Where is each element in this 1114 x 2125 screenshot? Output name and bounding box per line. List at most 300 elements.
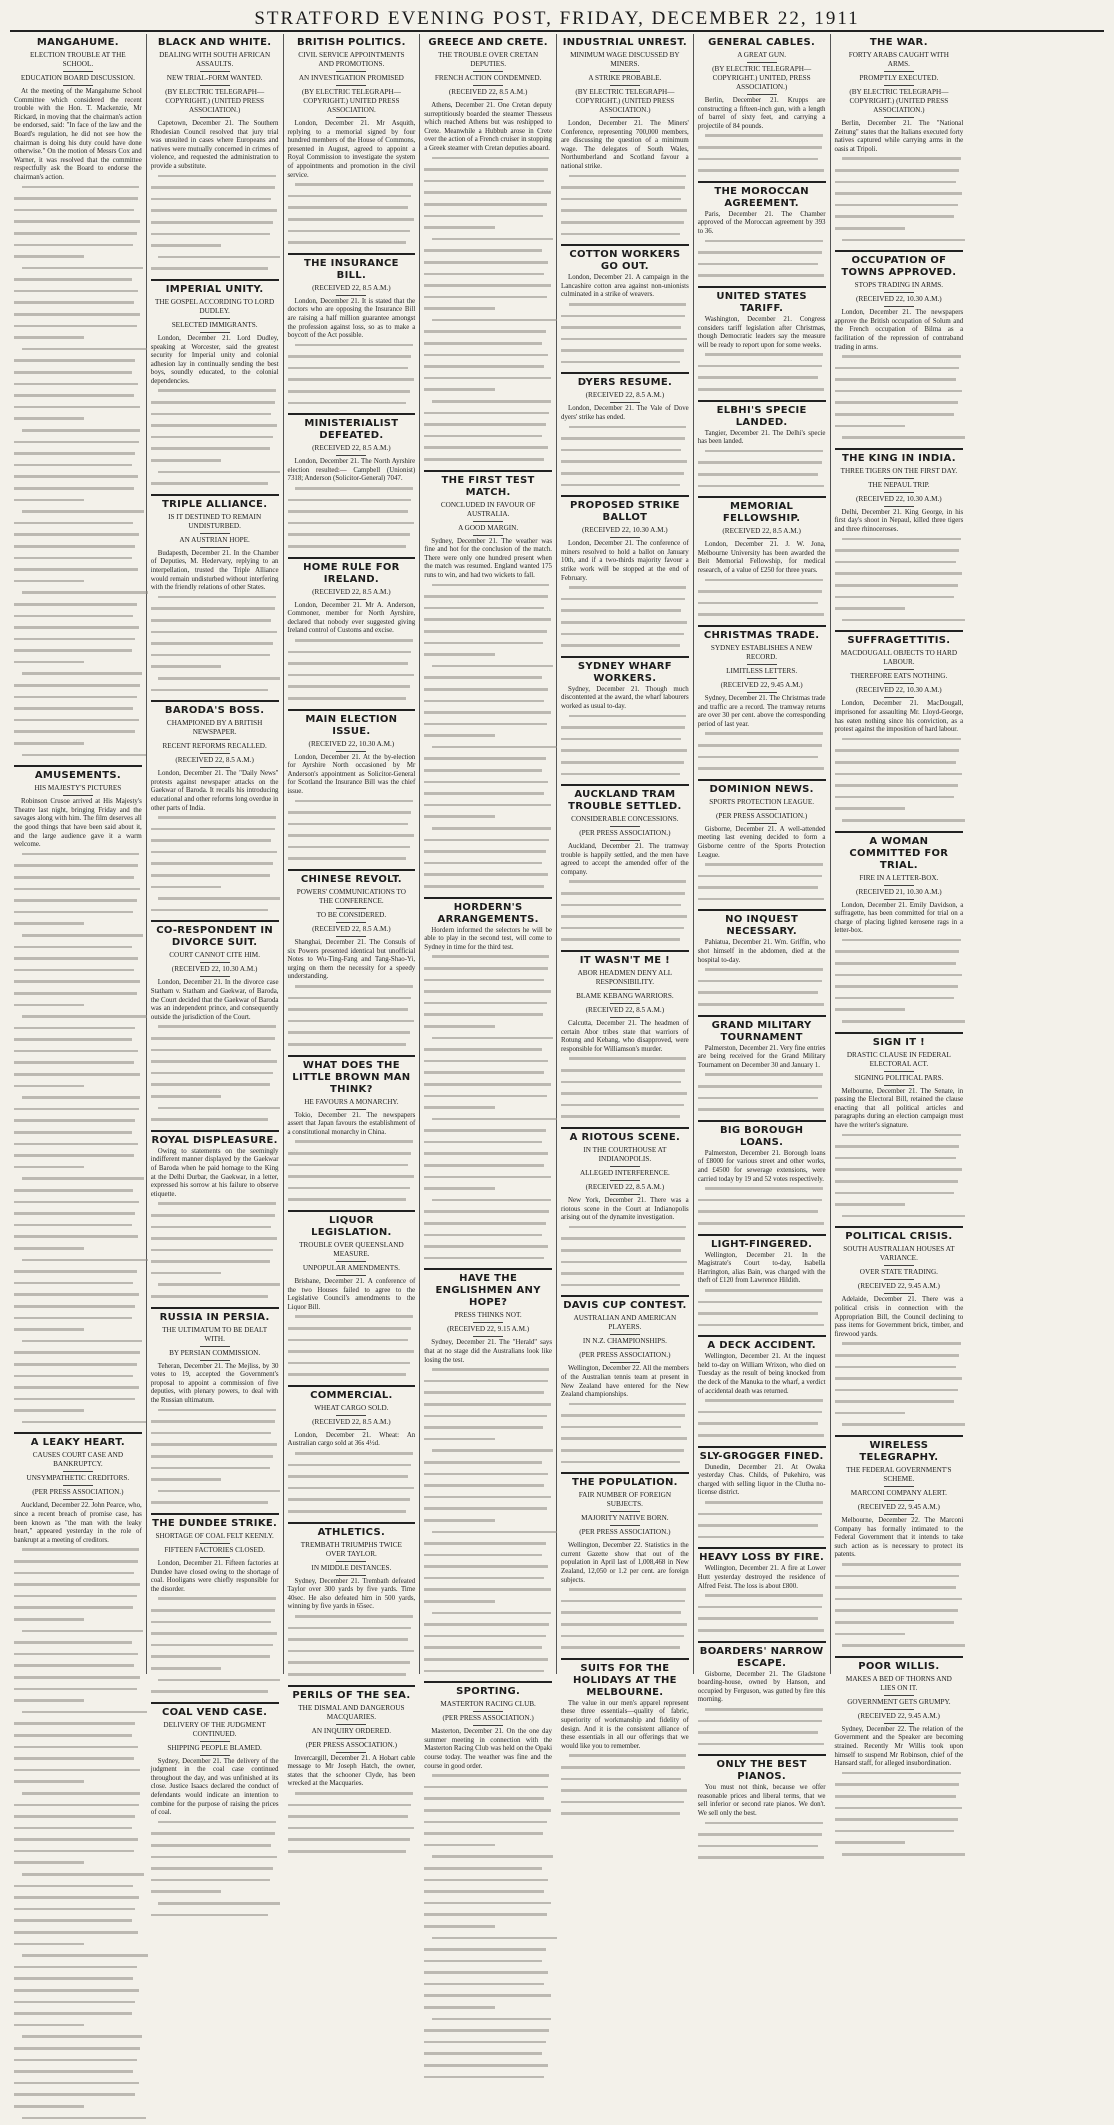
- article-headline: A RIOTOUS SCENE.: [561, 1127, 689, 1144]
- article: [151, 494, 279, 697]
- text-continuation: [151, 389, 279, 490]
- article: [698, 1120, 826, 1231]
- article-subheading: (RECEIVED 22, 8.5 A.M.): [428, 88, 548, 100]
- text-continuation: [288, 1315, 416, 1382]
- text-continuation: [288, 1792, 416, 1859]
- article: [698, 181, 826, 283]
- article-subheading: SIGNING POLITICAL PARS.: [839, 1074, 960, 1086]
- article: [561, 784, 689, 947]
- columns: [10, 34, 1104, 1818]
- text-continuation: [698, 1594, 826, 1637]
- article: [698, 37, 826, 178]
- article-subheading: AN AUSTRIAN HOPE.: [155, 536, 275, 548]
- article-headline: THE DUNDEE STRIKE.: [151, 1513, 279, 1530]
- article: [698, 1015, 826, 1117]
- text-continuation: [561, 715, 689, 782]
- text-continuation: [151, 1821, 279, 1922]
- column-6: [694, 34, 831, 1818]
- article-subheading: THREE TIGERS ON THE FIRST DAY.: [839, 467, 960, 479]
- article-body: You must not think, because we offer reasonable prices and liberal terms, that we sell inferior or second rate pianos. We don't. We sell only the best.: [697, 1784, 826, 1818]
- article-headline: AUCKLAND TRAM TROUBLE SETTLED.: [561, 784, 689, 813]
- text-continuation: [424, 157, 552, 467]
- article-body: Berlin, December 21. The "National Zeitung" states that the Italians executed forty natives captured while carrying arms in the oasis at Tripoli.: [834, 120, 964, 153]
- article-subheading: (PER PRESS ASSOCIATION.): [292, 1741, 412, 1753]
- article-subheading: (RECEIVED 22, 10.30 A.M.): [839, 686, 960, 698]
- text-continuation: [698, 1187, 826, 1230]
- article-body: Athens, December 21. One Cretan deputy surreptitiously boarded the steamer Thesseus which reached Athens but was reshipped to Crete. Meanwhile a Hubbub arose in Crete over the action of a French cruiser in stopping a Greek steamer with Cretan deputies aboard.: [424, 102, 552, 152]
- text-continuation: [151, 596, 279, 697]
- text-continuation: [288, 1452, 416, 1519]
- article: [698, 1547, 826, 1637]
- text-continuation: [288, 800, 416, 867]
- article-subheading: THE DISMAL AND DANGEROUS MACQUARIES.: [292, 1704, 412, 1725]
- text-continuation: [698, 1399, 826, 1442]
- text-continuation: [561, 1226, 689, 1293]
- article-body: The value in our men's apparel represent these three essentials—quality of fabric, superiority of workmanship and fidelity of design. And it is the consistent alliance of these essentials in all our offerings that we would like you to remember.: [561, 1699, 689, 1750]
- article-subheading: THE FEDERAL GOVERNMENT'S SCHEME.: [839, 1466, 960, 1487]
- article: [835, 1656, 964, 1862]
- article-subheading: AN INVESTIGATION PROMISED: [292, 74, 412, 86]
- article-headline: MEMORIAL FELLOWSHIP.: [698, 496, 826, 525]
- text-continuation: [424, 1774, 552, 2084]
- article: [424, 897, 552, 1266]
- article-subheading: AUSTRALIAN AND AMERICAN PLAYERS.: [565, 1314, 685, 1335]
- article: [288, 413, 416, 553]
- article-body: London, December 21. The "Daily News" protests against newspaper attacks on the Gaekwar of Baroda. It recalls his introducing educational and other reforms long overdue in other parts of India.: [150, 770, 279, 812]
- article-subheading: (RECEIVED 22, 8.5 A.M.): [565, 391, 685, 403]
- text-continuation: [561, 426, 689, 493]
- article-body: Sydney, December 21. The "Herald" says that at no stage did the Australians look like losing the test.: [424, 1339, 552, 1364]
- article-body: Sydney, December 21. The delivery of the judgment in the coal case continued throughout the day, and was unfinished at its close. Justice Isaacs declared the conduct of defendants would indicate an intention to combine for the purpose of raising the prices of coal.: [150, 1757, 279, 1817]
- article-subheading: CONSIDERABLE CONCESSIONS.: [565, 815, 685, 827]
- text-continuation: [288, 183, 416, 250]
- article-subheading: SELECTED IMMIGRANTS.: [155, 321, 275, 333]
- article-body: London, December 21. Lord Dudley, speaking at Worcester, said the greatest security for Imperial unity and colonial adhesion lay in continually sending the best boys, soundly educated, to the colonial dependencies.: [150, 334, 279, 385]
- article-subheading: IN THE COURTHOUSE AT INDIANOPOLIS.: [565, 1146, 685, 1167]
- article-body: Auckland, December 21. The tramway trouble is happily settled, and the men have agreed to accept the amended offer of the company.: [561, 843, 689, 876]
- article-headline: THE KING IN INDIA.: [835, 448, 964, 465]
- article-subheading: THE NEPAUL TRIP.: [839, 481, 960, 493]
- article-body: Berlin, December 21. Krupps are constructing a fifteen-inch gun, with a length of barrel of sixty feet, and carrying a projectile of 84 pounds.: [697, 97, 826, 130]
- article-subheading: FORTY ARABS CAUGHT WITH ARMS.: [839, 51, 960, 72]
- article-body: Budapesth, December 21. In the Chamber of Deputies, M. Hedervary, replying to an interpellation, trusted the Triple Alliance would remain undisturbed without interfering with the friendly relations of other States.: [150, 549, 279, 592]
- article-headline: PROPOSED STRIKE BALLOT: [561, 495, 689, 524]
- article-subheading: (RECEIVED 22, 10.30 A.M.): [155, 965, 275, 977]
- article-headline: DYERS RESUME.: [561, 372, 689, 389]
- article-body: New York, December 21. There was a riotous scene in the Court at Indianopolis arising out of the dynamite investigation.: [561, 1196, 689, 1222]
- article-subheading: (PER PRESS ASSOCIATION.): [565, 1528, 685, 1540]
- article-headline: SPORTING.: [424, 1681, 552, 1698]
- text-continuation: [288, 1140, 416, 1207]
- article-subheading: A GOOD MARGIN.: [428, 524, 548, 536]
- article-body: Wellington, December 21. A fire at Lower Hutt yesterday destroyed the residence of Alfred Feist. The loss is about £800.: [697, 1565, 826, 1590]
- text-continuation: [151, 175, 279, 276]
- article-subheading: (BY ELECTRIC TELEGRAPH—COPYRIGHT.) (UNITED PRESS ASSOCIATION.): [565, 88, 685, 118]
- article: [835, 1032, 964, 1224]
- article-subheading: MAKES A BED OF THORNS AND LIES ON IT.: [839, 1675, 960, 1696]
- article-subheading: (RECEIVED 22, 8.5 A.M.): [292, 444, 412, 456]
- article-subheading: PRESS THINKS NOT.: [428, 1311, 548, 1323]
- article-headline: ELBHI'S SPECIE LANDED.: [698, 400, 826, 429]
- article: [288, 1210, 416, 1382]
- text-continuation: [424, 955, 552, 1265]
- article: [561, 495, 689, 653]
- article-headline: INDUSTRIAL UNREST.: [562, 37, 688, 48]
- article-subheading: (BY ELECTRIC TELEGRAPH—COPYRIGHT.) (UNITED PRESS ASSOCIATION.): [155, 88, 275, 118]
- article-body: London, December 21. Mr Asquith, replying to a memorial signed by four hundred members of the House of Commons, presented in August, agreed to appoint a Royal Commission to investigate the system of appointments and promotion in the civil service.: [287, 120, 416, 179]
- article: [835, 250, 964, 445]
- article-subheading: MARCONI COMPANY ALERT.: [839, 1489, 960, 1501]
- article-headline: COMMERCIAL.: [288, 1385, 416, 1402]
- article-subheading: FRENCH ACTION CONDEMNED.: [428, 74, 548, 86]
- article-subheading: BLAME KEBANG WARRIORS.: [565, 992, 685, 1004]
- article-subheading: BY PERSIAN COMMISSION.: [155, 1349, 275, 1361]
- article-headline: IT WASN'T ME !: [561, 950, 689, 967]
- article: [835, 37, 964, 247]
- article: [14, 1432, 142, 2125]
- text-continuation: [561, 1403, 689, 1470]
- article-headline: GENERAL CABLES.: [708, 37, 816, 48]
- text-continuation: [561, 586, 689, 653]
- article-headline: MINISTERIALIST DEFEATED.: [288, 413, 416, 442]
- article-subheading: NEW TRIAL-FORM WANTED.: [155, 74, 275, 86]
- article-subheading: HE FAVOURS A MONARCHY.: [292, 1098, 412, 1110]
- article-body: Sydney, December 21. The Christmas trade and traffic are a record. The tramway returns are over 30 per cent. above the corresponding period of last year.: [697, 694, 826, 728]
- article: [698, 496, 826, 622]
- text-continuation: [835, 538, 964, 628]
- article-subheading: (PER PRESS ASSOCIATION.): [565, 829, 685, 841]
- text-continuation: [698, 240, 826, 283]
- text-continuation: [151, 1025, 279, 1126]
- article: [698, 1335, 826, 1442]
- article: [288, 1385, 416, 1519]
- article-subheading: PROMPTLY EXECUTED.: [839, 74, 960, 86]
- article-body: London, December 21. The Vale of Dove dyers' strike has ended.: [561, 405, 689, 422]
- text-continuation: [835, 1563, 964, 1653]
- article-body: London, December 21. The North Ayrshire election resulted:— Campbell (Unionist) 7318; Anderson (Solicitor-General) 7047.: [287, 458, 416, 483]
- article-subheading: DRASTIC CLAUSE IN FEDERAL ELECTORAL ACT.: [839, 1051, 960, 1072]
- article-headline: COAL VEND CASE.: [151, 1702, 279, 1719]
- article-subheading: (RECEIVED 22, 10.30 A.M.): [839, 495, 960, 507]
- article-subheading: FIRE IN A LETTER-BOX.: [839, 874, 960, 886]
- article-headline: GRAND MILITARY TOURNAMENT: [698, 1015, 826, 1044]
- article-headline: SUITS FOR THE HOLIDAYS AT THE MELBOURNE.: [561, 1658, 689, 1699]
- article-subheading: (PER PRESS ASSOCIATION.): [18, 1488, 138, 1500]
- article: [561, 1295, 689, 1469]
- article-headline: PERILS OF THE SEA.: [288, 1685, 416, 1702]
- article: [151, 1307, 279, 1510]
- article-body: London, December 21. A campaign in the Lancashire cotton area against non-unionists culminated in a strike of weavers.: [561, 274, 689, 299]
- article-subheading: UNSYMPATHETIC CREDITORS.: [18, 1474, 138, 1486]
- text-continuation: [835, 1342, 964, 1432]
- article: [835, 831, 964, 1029]
- text-continuation: [561, 1588, 689, 1655]
- article: [424, 470, 552, 894]
- column-4: [420, 34, 557, 1770]
- article-body: Melbourne, December 21. The Senate, in passing the Electoral Bill, retained the clause enacting that all political articles and paragraphs during an election campaign must have the writer's signature.: [834, 1087, 964, 1129]
- article-body: Shanghai, December 21. The Consuls of six Powers presented identical but unofficial Notes to Wu-Ting-Fang and Tang-Shao-Yi, urging on them the necessity for a speedy understanding.: [287, 939, 416, 981]
- article: [698, 1754, 826, 1865]
- article: [14, 765, 142, 1429]
- article-subheading: (RECEIVED 22, 8.5 A.M.): [292, 588, 412, 600]
- article-headline: AMUSEMENTS.: [14, 765, 142, 782]
- article-body: London, December 21. The newspapers approve the British occupation of Solum and the French occupation of Bilma as a facilitation of the repression of contraband trading in arms.: [834, 309, 964, 351]
- column-3: [284, 34, 421, 1788]
- text-continuation: [561, 1754, 689, 1821]
- article-headline: SYDNEY WHARF WORKERS.: [561, 656, 689, 685]
- article-headline: WIRELESS TELEGRAPHY.: [835, 1435, 964, 1464]
- article-subheading: AN INQUIRY ORDERED.: [292, 1727, 412, 1739]
- article-subheading: (RECEIVED 22, 9.45 A.M.): [839, 1712, 960, 1724]
- article-body: Palmerston, December 21. Very fine entries are being received for the Grand Military Tournament on December 30 and January 1.: [697, 1044, 826, 1069]
- article-subheading: (PER PRESS ASSOCIATION.): [428, 1714, 548, 1726]
- article: [151, 920, 279, 1126]
- article-subheading: MASTERTON RACING CLUB.: [428, 1700, 548, 1712]
- article-body: Gisborne, December 21. The Gladstone boarding-house, owned by Hanson, and occupied by Ferguson, was gutted by fire this morning.: [697, 1670, 826, 1704]
- article-headline: ATHLETICS.: [288, 1522, 416, 1539]
- article-subheading: CAUSES COURT CASE AND BANKRUPTCY.: [18, 1451, 138, 1472]
- article-headline: HEAVY LOSS BY FIRE.: [698, 1547, 826, 1564]
- text-continuation: [835, 939, 964, 1029]
- article: [288, 253, 416, 411]
- article-headline: HAVE THE ENGLISHMEN ANY HOPE?: [424, 1268, 552, 1309]
- article: [561, 1472, 689, 1655]
- article-subheading: THE GOSPEL ACCORDING TO LORD DUDLEY.: [155, 298, 275, 319]
- article-headline: POOR WILLIS.: [835, 1656, 964, 1673]
- article: [561, 656, 689, 781]
- article-headline: CO-RESPONDENT IN DIVORCE SUIT.: [151, 920, 279, 949]
- article-subheading: (RECEIVED 22, 8.5 A.M.): [565, 1006, 685, 1018]
- text-continuation: [288, 344, 416, 411]
- article: [835, 448, 964, 628]
- article-subheading: DEALING WITH SOUTH AFRICAN ASSAULTS.: [155, 51, 275, 72]
- article-body: Wellington, December 21. At the inquest held to-day on William Wrixon, who died on Tuesday as the result of being knocked from the deck of the Manuka to the wharf, a verdict of accidental death was returned.: [697, 1353, 826, 1395]
- article-subheading: MAJORITY NATIVE BORN.: [565, 1514, 685, 1526]
- article-headline: WHAT DOES THE LITTLE BROWN MAN THINK?: [288, 1055, 416, 1096]
- article-subheading: (BY ELECTRIC TELEGRAPH—COPYRIGHT.) UNITED, PRESS ASSOCIATION.): [702, 65, 822, 95]
- text-continuation: [698, 1822, 826, 1865]
- article-subheading: CHAMPIONED BY A BRITISH NEWSPAPER.: [155, 719, 275, 740]
- text-continuation: [288, 487, 416, 554]
- article-body: Tangier, December 21. The Delhi's specie has been landed.: [697, 429, 826, 446]
- article-headline: BRITISH POLITICS.: [297, 37, 406, 48]
- article-body: Owing to statements on the seemingly indifferent manner displayed by the Gaekwar of Baroda when he paid homage to the King at the Delhi Durbar, the Gaekwar, in a letter, expressed his sorrow at his failure to observe etiquette.: [150, 1147, 279, 1198]
- article-headline: DOMINION NEWS.: [698, 779, 826, 796]
- article-headline: A DECK ACCIDENT.: [698, 1335, 826, 1352]
- article-subheading: LIMITLESS LETTERS.: [702, 667, 822, 679]
- article: [561, 950, 689, 1124]
- article-subheading: CONCLUDED IN FAVOUR OF AUSTRALIA.: [428, 501, 548, 522]
- article-subheading: FIFTEEN FACTORIES CLOSED.: [155, 1546, 275, 1558]
- article-subheading: FAIR NUMBER OF FOREIGN SUBJECTS.: [565, 1491, 685, 1512]
- text-continuation: [698, 134, 826, 177]
- article-body: London, December 21. The conference of miners resolved to hold a ballot on January 10th, and if a two-thirds majority favour a strike work will be stopped at the end of February.: [561, 540, 689, 582]
- article-body: Robinson Crusoe arrived at His Majesty's Theatre last night, bringing Friday and the savages along with him. The film deserves all the good things that have been said about it, and the large audience gave it a warm welcome.: [14, 798, 142, 849]
- article-headline: ONLY THE BEST PIANOS.: [698, 1754, 826, 1783]
- article-body: Delhi, December 21. King George, in his first day's shoot in Nepaul, killed three tigers and three rhinoceroses.: [834, 508, 964, 534]
- article: [698, 1641, 826, 1752]
- article-body: Washington, December 21. Congress considers tariff legislation after Christmas, though Democratic leaders say the measure will be ready to report upon for some weeks.: [697, 315, 826, 349]
- article-body: Melbourne, December 22. The Marconi Company has formally intimated to the Federal Government that it intends to take such action as is necessary to protect its patents.: [834, 1517, 964, 1559]
- article-headline: HORDERN'S ARRANGEMENTS.: [424, 897, 552, 926]
- article-subheading: A STRIKE PROBABLE.: [565, 74, 685, 86]
- article: [151, 1702, 279, 1923]
- text-continuation: [835, 738, 964, 828]
- article-body: Hordern informed the selectors he will be able to play in the second test, will come to Sydney in time for the third test.: [424, 926, 552, 951]
- article-headline: SUFFRAGETTITIS.: [835, 630, 964, 647]
- article-body: Sydney, December 21. The weather was fine and hot for the conclusion of the match. There were only one hundred present when the match was resumed. England wanted 175 runs to win, and had two wickets to fall.: [424, 537, 552, 579]
- article-body: Auckland, December 22. John Pearce, who, since a recent breach of promise case, has been known as "the man with the leaky heart," appeared yesterday in the role of bankrupt at a meeting of creditors.: [14, 1502, 142, 1544]
- article-body: Wellington, December 22. Statistics in the current Gazette show that out of the population in April last of 1,008,468 in New Zealand, 12,050 or 1.2 per cent. are foreign subjects.: [561, 1542, 689, 1584]
- article-body: London, December 21. At the by-election for Ayrshire North occasioned by Mr Anderson's appointment as Solicitor-General for Scotland the Insurance Bill was the chief issue.: [287, 753, 416, 795]
- article-headline: POLITICAL CRISIS.: [835, 1226, 964, 1243]
- article-headline: THE FIRST TEST MATCH.: [424, 470, 552, 499]
- article-headline: MAIN ELECTION ISSUE.: [288, 709, 416, 738]
- text-continuation: [288, 1615, 416, 1682]
- article-body: London, December 21. Mr A. Anderson, Commoner, member for North Ayrshire, declared that nobody ever suggested giving Ireland control of Customs and excise.: [287, 601, 416, 635]
- text-continuation: [561, 303, 689, 370]
- article: [835, 1226, 964, 1432]
- article: [14, 37, 142, 762]
- article-subheading: (RECEIVED 22, 9.45 A.M.): [839, 1503, 960, 1515]
- article: [698, 1446, 826, 1545]
- article-body: Paris, December 21. The Chamber approved of the Moroccan agreement by 393 to 36.: [697, 210, 826, 235]
- article: [288, 557, 416, 706]
- article: [151, 1513, 279, 1699]
- text-continuation: [561, 1057, 689, 1124]
- article-body: At the meeting of the Mangahume School Committee which considered the recent trouble with the Hon. T. Mackenzie, Mr Rickard, in moving that the chairman's action be endorsed, said: "In face of the law and the Board's regulation, he did not see how the chairman is doing his duty could have done otherwise." On the motion of Messrs Cox and Warner, it was resolved that the committee respectfully ask the Board to endorse the chairman's action.: [14, 88, 142, 181]
- column-5: [557, 34, 694, 1750]
- article-subheading: (RECEIVED 22, 8.5 A.M.): [565, 1183, 685, 1195]
- article-subheading: STOPS TRADING IN ARMS.: [839, 281, 960, 293]
- article-body: Palmerston, December 21. Borough loans of £8000 for various street and other works, and £4500 for sewerage extensions, were carried today by 19 and 52 votes respectively.: [697, 1149, 826, 1183]
- article-body: Sydney, December 21. Though much discontented at the award, the wharf labourers worked as usual to-day.: [561, 685, 689, 710]
- article-subheading: (RECEIVED 22, 8.5 A.M.): [292, 1418, 412, 1430]
- article-subheading: (PER PRESS ASSOCIATION.): [702, 812, 822, 824]
- article-subheading: MINIMUM WAGE DISCUSSED BY MINERS.: [565, 51, 685, 72]
- article-subheading: SOUTH AUSTRALIAN HOUSES AT VARIANCE.: [839, 1245, 960, 1266]
- column-1: [10, 34, 147, 1674]
- article-headline: ROYAL DISPLEASURE.: [151, 1130, 279, 1147]
- article-headline: MANGAHUME.: [36, 37, 119, 48]
- article-headline: THE MOROCCAN AGREEMENT.: [698, 181, 826, 210]
- article-headline: TRIPLE ALLIANCE.: [151, 494, 279, 511]
- article-subheading: UNPOPULAR AMENDMENTS.: [292, 1264, 412, 1276]
- article-body: Sydney, December 22. The relation of the Government and the Speaker are becoming strained. Recently Mr Willis took upon himself to suspend Mr Robinson, chief of the Hansard staff, for alleged insubordination.: [834, 1725, 964, 1768]
- column-2: [147, 34, 284, 1817]
- article-subheading: MACDOUGALL OBJECTS TO HARD LABOUR.: [839, 649, 960, 670]
- text-continuation: [14, 853, 142, 1430]
- article-headline: UNITED STATES TARIFF.: [698, 286, 826, 315]
- article-subheading: TO BE CONSIDERED.: [292, 911, 412, 923]
- article-subheading: TROUBLE OVER QUEENSLAND MEASURE.: [292, 1241, 412, 1262]
- article-body: London, December 21. The Miners' Conference, representing 700,000 members, are discussing the question of a minimum wage. The delegates of South Wales, Northumberland and Scotland favour a national strike.: [561, 120, 689, 170]
- article: [288, 37, 416, 250]
- article-body: Masterton, December 21. On the one day summer meeting in connection with the Masterton Racing Club was held on the Opaki course today. The weather was fine and the course in good order.: [424, 1728, 552, 1770]
- text-continuation: [698, 579, 826, 622]
- article-headline: OCCUPATION OF TOWNS APPROVED.: [835, 250, 964, 279]
- article: [561, 1658, 689, 1821]
- article-headline: COTTON WORKERS GO OUT.: [561, 244, 689, 273]
- article: [698, 1234, 826, 1333]
- article-headline: BIG BOROUGH LOANS.: [698, 1120, 826, 1149]
- article-headline: LIGHT-FINGERED.: [698, 1234, 826, 1251]
- article: [151, 700, 279, 917]
- article-subheading: IN N.Z. CHAMPIONSHIPS.: [565, 1337, 685, 1349]
- article-subheading: (RECEIVED 21, 10.30 A.M.): [839, 888, 960, 900]
- article-subheading: (RECEIVED 22, 10.30 A.M.): [839, 295, 960, 307]
- article-subheading: ABOR HEADMEN DENY ALL RESPONSIBILITY.: [565, 969, 685, 990]
- article-subheading: (RECEIVED 22, 8.5 A.M.): [292, 284, 412, 296]
- article-body: Pahiatua, December 21. Wm. Griffin, who shot himself in the abdomen, died at the hospital to-day.: [697, 939, 826, 964]
- article: [561, 372, 689, 492]
- text-continuation: [424, 1368, 552, 1678]
- text-continuation: [424, 584, 552, 894]
- article-headline: LIQUOR LEGISLATION.: [288, 1210, 416, 1239]
- article-subheading: SPORTS PROTECTION LEAGUE.: [702, 798, 822, 810]
- text-continuation: [698, 353, 826, 396]
- article: [424, 1681, 552, 2084]
- article-headline: BOARDERS' NARROW ESCAPE.: [698, 1641, 826, 1670]
- article-body: Teheran, December 21. The Mejliss, by 30 votes to 19, accepted the Government's proposal to appoint a commission of five deputies, with plenary powers, to deal with the Russian ultimatum.: [150, 1362, 279, 1405]
- article-headline: BARODA'S BOSS.: [151, 700, 279, 717]
- article-headline: BLACK AND WHITE.: [157, 37, 272, 48]
- article-subheading: (PER PRESS ASSOCIATION.): [565, 1351, 685, 1363]
- text-continuation: [288, 639, 416, 706]
- article-subheading: (RECEIVED 22, 10.30 A.M.): [292, 740, 412, 752]
- article-headline: HOME RULE FOR IRELAND.: [288, 557, 416, 586]
- article: [151, 1130, 279, 1304]
- text-continuation: [151, 1597, 279, 1698]
- masthead: STRATFORD EVENING POST, FRIDAY, DECEMBER 22, 1911: [10, 8, 1104, 32]
- article: [288, 1522, 416, 1682]
- article-headline: THE POPULATION.: [561, 1472, 689, 1489]
- article-subheading: (RECEIVED 22, 10.30 A.M.): [565, 526, 685, 538]
- article-subheading: (RECEIVED 22, 9.45 A.M.): [702, 681, 822, 693]
- article: [698, 909, 826, 1011]
- text-continuation: [835, 1772, 964, 1862]
- article-body: London, December 21. MacDougall, imprisoned for assaulting Mr. Lloyd-George, has eaten nothing since his conviction, as a protest against the imposition of hard labour.: [834, 700, 964, 734]
- article-subheading: EDUCATION BOARD DISCUSSION.: [18, 74, 138, 86]
- article-subheading: (RECEIVED 22, 9.45 A.M.): [839, 1282, 960, 1294]
- article-subheading: DELIVERY OF THE JUDGMENT CONTINUED.: [155, 1721, 275, 1742]
- article: [561, 244, 689, 369]
- text-continuation: [151, 1202, 279, 1303]
- text-continuation: [835, 157, 964, 247]
- article-subheading: IN MIDDLE DISTANCES.: [292, 1564, 412, 1576]
- article: [698, 286, 826, 397]
- article-subheading: THEREFORE EATS NOTHING.: [839, 672, 960, 684]
- article-body: Calcutta, December 21. The headmen of certain Abor tribes state that warriors of Rotung and Kebang, who disapproved, were responsible for Williamson's murder.: [561, 1020, 689, 1053]
- article-subheading: A GREAT GUN.: [702, 51, 822, 63]
- article-subheading: WHEAT CARGO SOLD.: [292, 1404, 412, 1416]
- column-7: [831, 34, 968, 1768]
- text-continuation: [698, 863, 826, 906]
- text-continuation: [561, 175, 689, 242]
- text-continuation: [698, 1073, 826, 1116]
- article-subheading: SHIPPING PEOPLE BLAMED.: [155, 1744, 275, 1756]
- article-subheading: (BY ELECTRIC TELEGRAPH—COPYRIGHT.) (UNITED PRESS ASSOCIATION.): [839, 88, 960, 118]
- text-continuation: [698, 1501, 826, 1544]
- article-body: Invercargill, December 21. A Hobart cable message to Mr Joseph Hatch, the owner, states that the schooner Clyde, has been wrecked at the Macquaries.: [287, 1754, 416, 1788]
- article: [151, 37, 279, 276]
- article-subheading: (RECEIVED 22, 8.5 A.M.): [292, 925, 412, 937]
- text-continuation: [835, 1134, 964, 1224]
- article-subheading: (RECEIVED 22, 8.5 A.M.): [155, 756, 275, 768]
- article-subheading: IS IT DESTINED TO REMAIN UNDISTURBED.: [155, 513, 275, 534]
- article-headline: A LEAKY HEART.: [14, 1432, 142, 1449]
- article-subheading: ELECTION TROUBLE AT THE SCHOOL.: [18, 51, 138, 72]
